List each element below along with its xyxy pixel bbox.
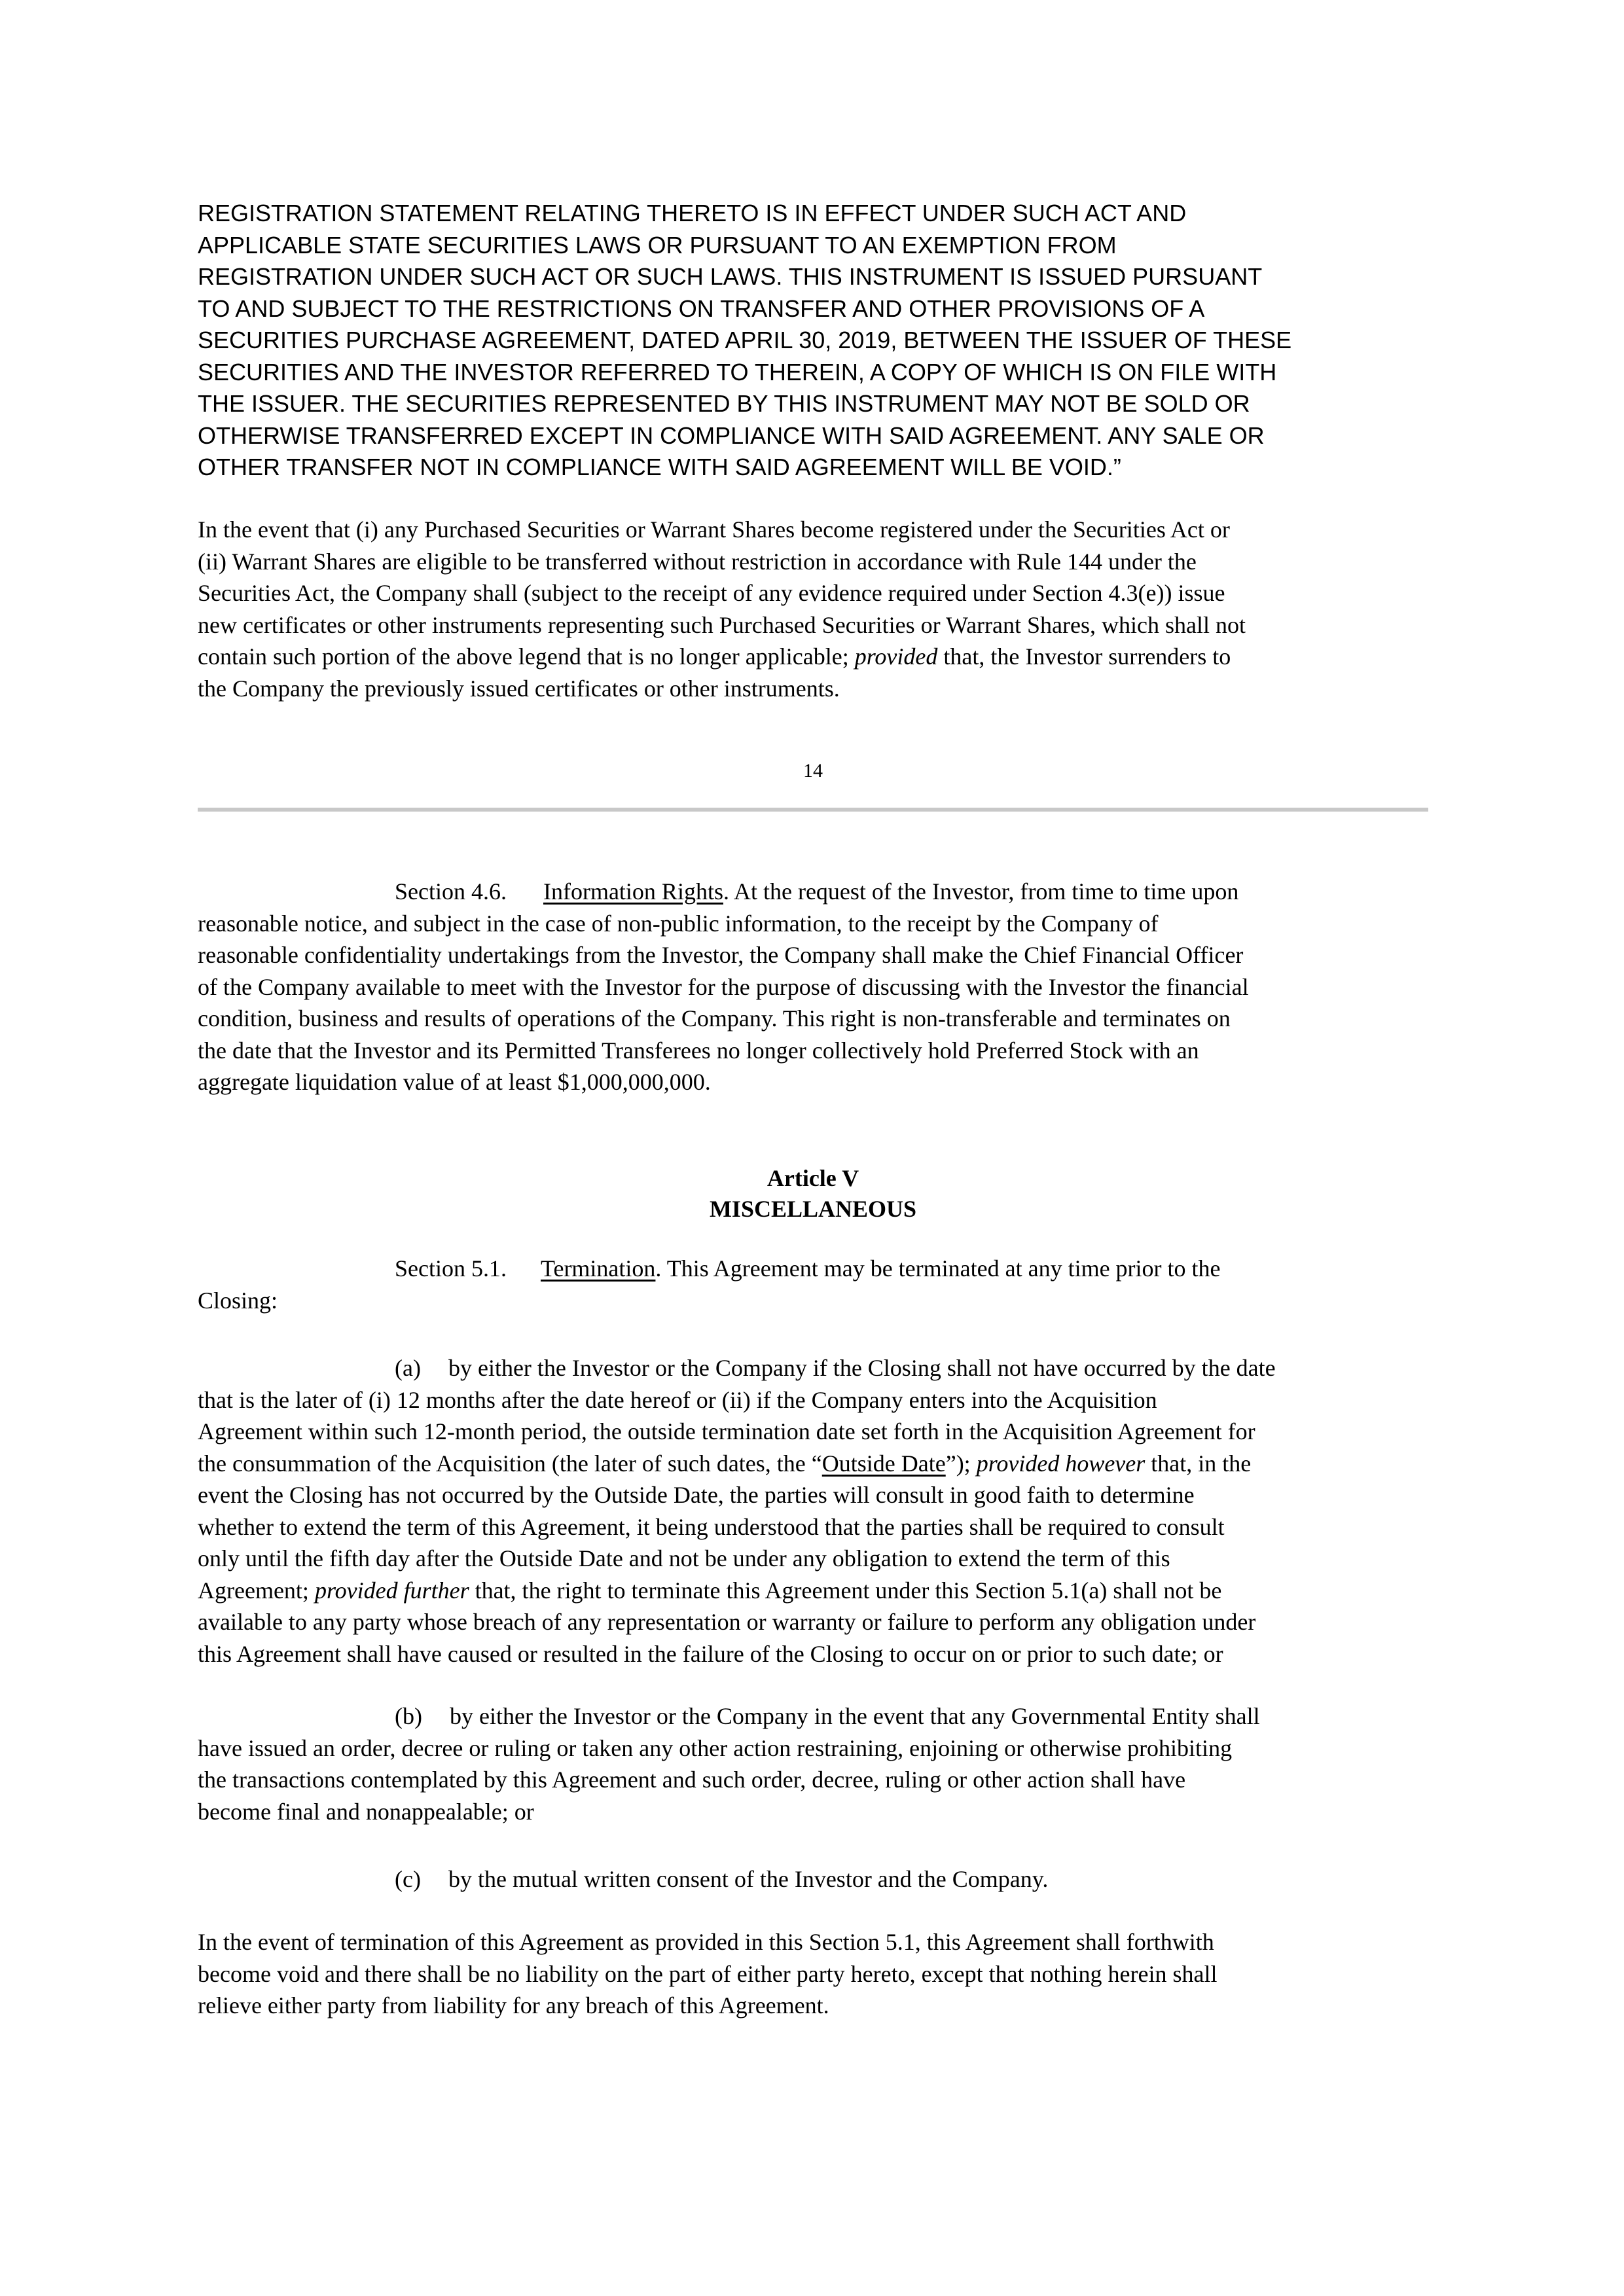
section-heading-line xyxy=(198,1253,1441,1285)
section-heading-line xyxy=(198,876,1441,908)
paragraph-line: become void and there shall be no liability on the part of either party hereto, except that nothing herein shall xyxy=(198,1960,1218,1987)
clause-label: (c) xyxy=(395,1866,421,1892)
italic-term: provided further xyxy=(314,1577,469,1604)
paragraph-line: that is the later of (i) 12 months after the date hereof or (ii) if the Company enters into the Acquisition xyxy=(198,1386,1157,1413)
legend-line: REGISTRATION STATEMENT RELATING THERETO IS IN EFFECT UNDER SUCH ACT AND xyxy=(198,200,1187,226)
clause-label: (a) xyxy=(395,1355,421,1381)
legend-line: THE ISSUER. THE SECURITIES REPRESENTED BY THIS INSTRUMENT MAY NOT BE SOLD OR xyxy=(198,390,1250,417)
text-run: . This Agreement may be terminated at any time prior to the xyxy=(655,1255,1221,1282)
text-run: by either the Investor or the Company if the Closing shall not have occurred by the date xyxy=(448,1355,1276,1381)
clause-first-line xyxy=(198,1863,1441,1895)
italic-term: provided xyxy=(854,643,938,670)
paragraph-line: the transactions contemplated by this Agreement and such order, decree, ruling or other action shall have xyxy=(198,1767,1186,1793)
paragraph-line xyxy=(198,641,1441,673)
page-number: 14 xyxy=(803,760,823,781)
text-run: by the mutual written consent of the Investor and the Company. xyxy=(448,1866,1049,1892)
paragraph-line: Agreement within such 12-month period, the outside termination date set forth in the Acquisition Agreement for xyxy=(198,1418,1255,1444)
clause-b xyxy=(198,1700,1441,1827)
paragraph-line: new certificates or other instruments representing such Purchased Securities or Warrant Shares, which shall not xyxy=(198,611,1246,638)
paragraph-line: event the Closing has not occurred by the Outside Date, the parties will consult in good faith to determine xyxy=(198,1482,1195,1508)
section-5-1 xyxy=(198,1253,1441,1316)
clause-first-line xyxy=(198,1700,1441,1732)
paragraph-line: relieve either party from liability for any breach of this Agreement. xyxy=(198,1992,829,2018)
clause-first-line xyxy=(198,1352,1441,1384)
termination-effect-paragraph xyxy=(198,1926,1441,2022)
paragraph-line: the Company the previously issued certificates or other instruments. xyxy=(198,675,840,702)
page-divider xyxy=(198,808,1428,812)
legend-line: OTHERWISE TRANSFERRED EXCEPT IN COMPLIANCE WITH SAID AGREEMENT. ANY SALE OR xyxy=(198,422,1265,449)
paragraph-line: Closing: xyxy=(198,1287,278,1314)
article-title: MISCELLANEOUS xyxy=(709,1196,917,1222)
paragraph-line: Securities Act, the Company shall (subject to the receipt of any evidence required under Section 4.3(e)) issue xyxy=(198,580,1225,606)
text-run: by either the Investor or the Company in the event that any Governmental Entity shall xyxy=(449,1703,1260,1729)
text-run: that, the right to terminate this Agreement under this Section 5.1(a) shall not be xyxy=(469,1577,1222,1604)
paragraph-line: of the Company available to meet with the Investor for the purpose of discussing with the Investor the financial xyxy=(198,973,1249,1000)
text-run: ”); xyxy=(945,1450,977,1477)
paragraph-line: condition, business and results of operations of the Company. This right is non-transferable and terminates on xyxy=(198,1005,1231,1031)
paragraph-line xyxy=(198,1448,1441,1480)
legend-line: OTHER TRANSFER NOT IN COMPLIANCE WITH SAID AGREEMENT WILL BE VOID.” xyxy=(198,454,1121,480)
text-run: that, the Investor surrenders to xyxy=(937,643,1231,670)
legend-line: TO AND SUBJECT TO THE RESTRICTIONS ON TRANSFER AND OTHER PROVISIONS OF A xyxy=(198,295,1205,322)
text-run: Agreement; xyxy=(198,1577,315,1604)
section-number: Section 5.1. xyxy=(395,1255,507,1282)
paragraph-line: In the event that (i) any Purchased Securities or Warrant Shares become registered under the Securities Act or xyxy=(198,516,1230,543)
text-run: contain such portion of the above legend that is no longer applicable; xyxy=(198,643,855,670)
defined-term: Outside Date xyxy=(821,1450,946,1477)
registration-paragraph xyxy=(198,514,1441,704)
section-title: Information Rights xyxy=(543,878,723,905)
section-4-6 xyxy=(198,876,1441,1098)
legend-block xyxy=(198,198,1441,484)
clause-c xyxy=(198,1863,1441,1895)
paragraph-line: whether to extend the term of this Agreement, it being understood that the parties shall be required to consult xyxy=(198,1513,1225,1540)
clause-label: (b) xyxy=(395,1703,422,1729)
legend-line: SECURITIES AND THE INVESTOR REFERRED TO THEREIN, A COPY OF WHICH IS ON FILE WITH xyxy=(198,358,1277,386)
section-title: Termination xyxy=(540,1255,656,1282)
text-run: . At the request of the Investor, from time to time upon xyxy=(723,878,1239,905)
legend-line: APPLICABLE STATE SECURITIES LAWS OR PURSUANT TO AN EXEMPTION FROM xyxy=(198,231,1117,259)
paragraph-line: reasonable confidentiality undertakings from the Investor, the Company shall make the Chief Financial Officer xyxy=(198,942,1244,968)
paragraph-line: this Agreement shall have caused or resulted in the failure of the Closing to occur on or prior to such date; or xyxy=(198,1640,1223,1667)
paragraph-line: the date that the Investor and its Permitted Transferees no longer collectively hold Preferred Stock with an xyxy=(198,1037,1199,1064)
article-number: Article V xyxy=(767,1165,859,1191)
paragraph-line xyxy=(198,1575,1441,1607)
paragraph-line: aggregate liquidation value of at least $1,000,000,000. xyxy=(198,1069,711,1095)
paragraph-line: available to any party whose breach of any representation or warranty or failure to perform any obligation under xyxy=(198,1609,1256,1635)
paragraph-line: (ii) Warrant Shares are eligible to be transferred without restriction in accordance with Rule 144 under the xyxy=(198,548,1197,575)
legend-line: SECURITIES PURCHASE AGREEMENT, DATED APRIL 30, 2019, BETWEEN THE ISSUER OF THESE xyxy=(198,327,1292,353)
section-number: Section 4.6. xyxy=(395,878,507,905)
paragraph-line: only until the fifth day after the Outside Date and not be under any obligation to extend the term of this xyxy=(198,1545,1170,1571)
paragraph-line: have issued an order, decree or ruling or taken any other action restraining, enjoining or otherwise prohibiting xyxy=(198,1734,1233,1761)
clause-a xyxy=(198,1352,1441,1670)
paragraph-line: reasonable notice, and subject in the case of non-public information, to the receipt by the Company of xyxy=(198,910,1159,937)
article-heading xyxy=(198,1163,1428,1225)
text-run: the consummation of the Acquisition (the later of such dates, the “ xyxy=(198,1450,822,1477)
paragraph-line: In the event of termination of this Agreement as provided in this Section 5.1, this Agreement shall forthwith xyxy=(198,1929,1214,1955)
paragraph-line: become final and nonappealable; or xyxy=(198,1798,534,1825)
italic-term: provided however xyxy=(976,1450,1146,1477)
text-run: that, in the xyxy=(1145,1450,1252,1477)
legend-line: REGISTRATION UNDER SUCH ACT OR SUCH LAWS. THIS INSTRUMENT IS ISSUED PURSUANT xyxy=(198,263,1263,290)
